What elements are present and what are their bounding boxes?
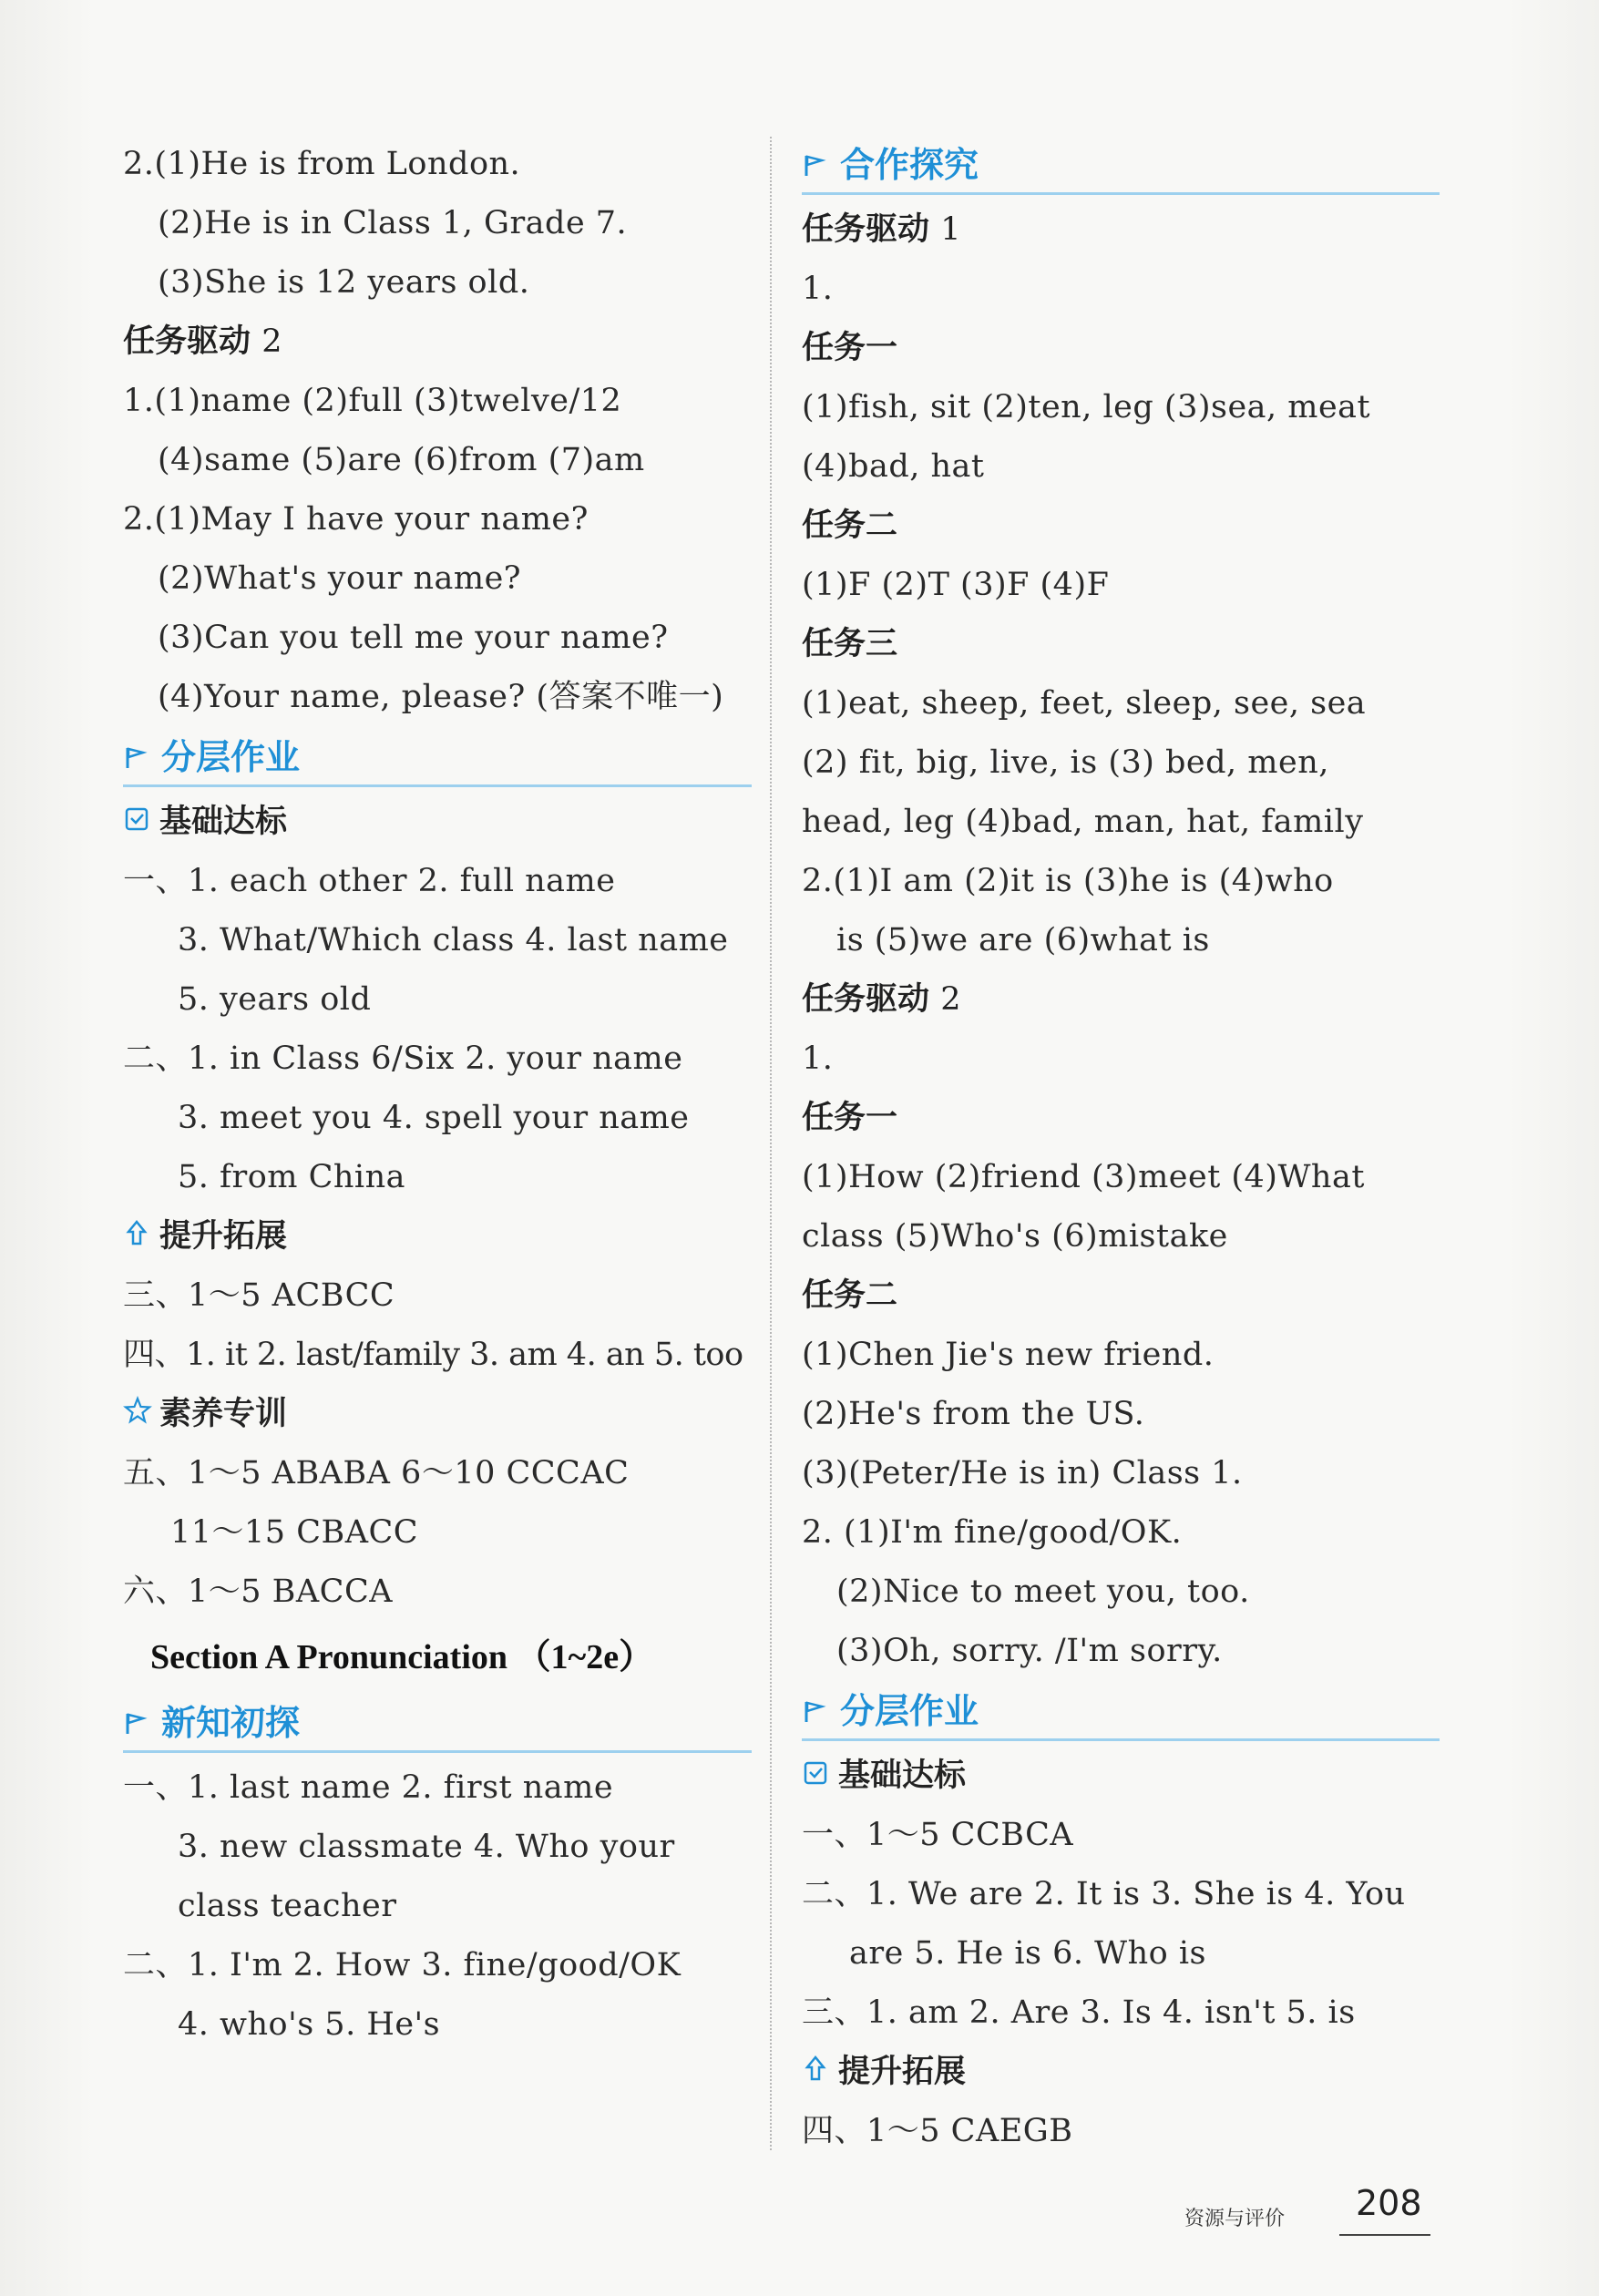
footer-rule — [1339, 2234, 1430, 2236]
task-heading: 任务驱动 1 — [802, 211, 961, 248]
answer-line: class teacher — [178, 1888, 397, 1924]
answer-line: is (5)we are (6)what is — [836, 922, 1210, 958]
answer-line: 1.(1)name (2)full (3)twelve/12 — [123, 383, 622, 419]
answer-line: 2.(1)I am (2)it is (3)he is (4)who — [802, 863, 1334, 899]
answer-line: 2.(1)He is from London. — [123, 146, 521, 182]
answer-line: (2) fit, big, live, is (3) bed, men, — [802, 744, 1329, 781]
answer-line: (3)Can you tell me your name? — [158, 620, 669, 656]
answer-line: 4. who's 5. He's — [178, 2006, 441, 2043]
answer-line: 5. from China — [178, 1159, 406, 1195]
star-icon — [123, 1386, 159, 1445]
subheading-basic: 基础达标 — [123, 793, 752, 852]
left-column — [123, 135, 752, 2055]
answer-line: 二、1. in Class 6/Six 2. your name — [123, 1040, 683, 1077]
subheading-basic: 基础达标 — [802, 1747, 1440, 1806]
answer-line: (4)same (5)are (6)from (7)am — [158, 442, 645, 478]
section-heading-layered-homework: 分层作业 — [123, 727, 752, 793]
right-column — [802, 135, 1440, 2161]
subheading-advance: 提升拓展 — [802, 2043, 1440, 2102]
arrow-up-icon — [123, 1208, 159, 1267]
answer-line: 二、1. We are 2. It is 3. She is 4. You — [802, 1876, 1406, 1912]
answer-line: (2)He's from the US. — [802, 1396, 1145, 1432]
answer-line: 3. new classmate 4. Who your — [178, 1829, 675, 1865]
answer-line: (1)How (2)friend (3)meet (4)What — [802, 1159, 1365, 1195]
answer-line: (1)F (2)T (3)F (4)F — [802, 567, 1110, 603]
answer-line: 一、1. each other 2. full name — [123, 863, 616, 899]
task-heading: 任务二 — [802, 1277, 898, 1314]
subheading-literacy: 素养专训 — [123, 1385, 752, 1444]
task-heading: 任务一 — [802, 330, 898, 366]
answer-line: (2)What's your name? — [158, 560, 522, 597]
answer-line: 三、1～5 ACBCC — [123, 1277, 395, 1314]
flag-icon — [123, 1696, 161, 1756]
answer-line: (2)He is in Class 1, Grade 7. — [158, 205, 628, 241]
page-number: 208 — [1356, 2183, 1422, 2223]
section-heading-cooperation: 合作探究 — [802, 135, 1440, 200]
answer-line: 2.(1)May I have your name? — [123, 501, 589, 538]
answer-line: class (5)Who's (6)mistake — [802, 1218, 1228, 1255]
answer-line: 5. years old — [178, 981, 372, 1018]
answer-line: 11～15 CBACC — [170, 1514, 419, 1551]
answer-line: 2. (1)I'm fine/good/OK. — [802, 1514, 1183, 1551]
answer-line: 四、1. it 2. last/family 3. am 4. an 5. too — [123, 1337, 743, 1373]
section-heading-layered-homework: 分层作业 — [802, 1681, 1440, 1747]
answer-line: (1)Chen Jie's new friend. — [802, 1337, 1215, 1373]
section-title: Section A Pronunciation （1~2e） — [150, 1638, 654, 1676]
answer-line: 3. What/Which class 4. last name — [178, 922, 729, 958]
answer-line: are 5. He is 6. Who is — [849, 1935, 1206, 1972]
answer-line: (3)Oh, sorry. /I'm sorry. — [836, 1633, 1223, 1669]
subheading-advance: 提升拓展 — [123, 1207, 752, 1266]
answer-line: 四、1～5 CAEGB — [802, 2113, 1073, 2149]
answer-line: (1)fish, sit (2)ten, leg (3)sea, meat — [802, 389, 1371, 425]
answer-line: 1. — [802, 1040, 834, 1077]
answer-line: 3. meet you 4. spell your name — [178, 1100, 690, 1136]
answer-line: 三、1. am 2. Are 3. Is 4. isn't 5. is — [802, 1994, 1356, 2031]
answer-line: (1)eat, sheep, feet, sleep, see, sea — [802, 685, 1367, 722]
flag-icon — [123, 730, 161, 790]
answer-line: (4)bad, hat — [802, 448, 985, 485]
answer-line: (4)Your name, please? (答案不唯一) — [158, 679, 724, 715]
footer-label: 资源与评价 — [1184, 2208, 1286, 2230]
answer-line: 一、1～5 CCBCA — [802, 1817, 1074, 1853]
answer-line: head, leg (4)bad, man, hat, family — [802, 804, 1364, 840]
section-heading-new-knowledge: 新知初探 — [123, 1693, 752, 1758]
answer-line: (2)Nice to meet you, too. — [836, 1573, 1250, 1610]
clipboard-icon — [802, 1748, 838, 1807]
answer-line: 二、1. I'm 2. How 3. fine/good/OK — [123, 1947, 682, 1983]
answer-line: 六、1～5 BACCA — [123, 1573, 393, 1610]
answer-line: (3)She is 12 years old. — [158, 264, 530, 301]
task-heading: 任务驱动 2 — [123, 323, 282, 360]
column-divider — [770, 137, 772, 2150]
task-heading: 任务二 — [802, 507, 898, 544]
flag-icon — [802, 138, 840, 198]
answer-line: 1. — [802, 271, 834, 307]
task-heading: 任务驱动 2 — [802, 981, 961, 1018]
answer-line: 一、1. last name 2. first name — [123, 1769, 614, 1806]
task-heading: 任务一 — [802, 1100, 898, 1136]
answer-line: (3)(Peter/He is in) Class 1. — [802, 1455, 1243, 1491]
answer-line: 五、1～5 ABABA 6～10 CCCAC — [123, 1455, 630, 1491]
task-heading: 任务三 — [802, 626, 898, 662]
arrow-up-icon — [802, 2044, 838, 2103]
flag-icon — [802, 1684, 840, 1744]
clipboard-icon — [123, 794, 159, 853]
